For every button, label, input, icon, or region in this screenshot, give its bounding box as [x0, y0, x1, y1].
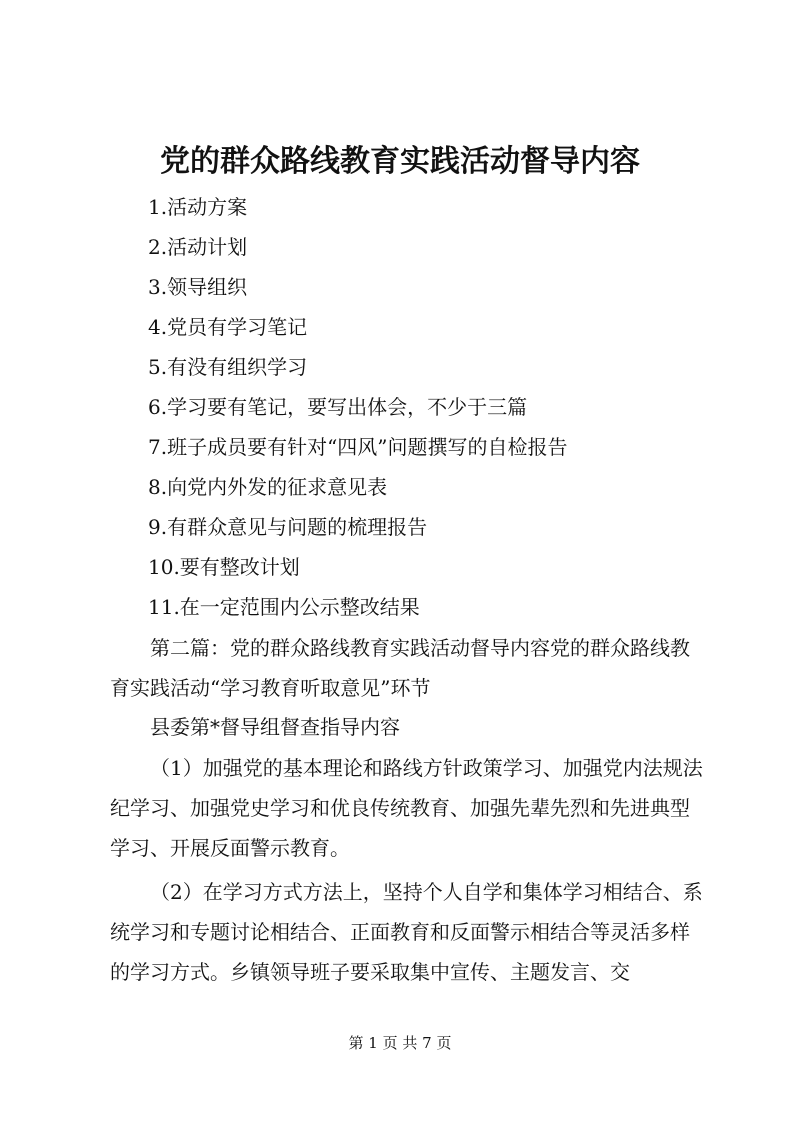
- list-item: 6.学习要有笔记，要写出体会，不少于三篇: [148, 395, 528, 419]
- list-item: 11.在一定范围内公示整改结果: [148, 595, 420, 619]
- list-item: 7.班子成员要有针对“四风”问题撰写的自检报告: [148, 435, 568, 459]
- list-item: 1.活动方案: [148, 195, 248, 219]
- list-item: 10.要有整改计划: [148, 555, 300, 579]
- list-item: 8.向党内外发的征求意见表: [148, 475, 388, 499]
- list-item: 3.领导组织: [148, 275, 248, 299]
- document-title: 党的群众路线教育实践活动督导内容: [160, 144, 640, 179]
- list-item: 2.活动计划: [148, 235, 248, 259]
- list-item: 5.有没有组织学习: [148, 355, 308, 379]
- paragraph: （1）加强党的基本理论和路线方针政策学习、加强党内法规法纪学习、加强党史学习和优良传统教育、加强先辈先烈和先进典型学习、开展反面警示教育。: [110, 756, 703, 860]
- list-item: 9.有群众意见与问题的梳理报告: [148, 515, 428, 539]
- paragraph: （2）在学习方式方法上，坚持个人自学和集体学习相结合、系统学习和专题讨论相结合、正面教育和反面警示相结合等灵活多样的学习方式。乡镇领导班子要采取集中宣传、主题发言、交: [110, 880, 703, 984]
- page-footer: 第 1 页 共 7 页: [348, 1034, 452, 1052]
- list-item: 4.党员有学习笔记: [148, 315, 308, 339]
- inspection-group-line: 县委第*督导组督查指导内容: [150, 715, 400, 739]
- section-heading: 第二篇：党的群众路线教育实践活动督导内容党的群众路线教育实践活动“学习教育听取意见”环节: [110, 636, 690, 700]
